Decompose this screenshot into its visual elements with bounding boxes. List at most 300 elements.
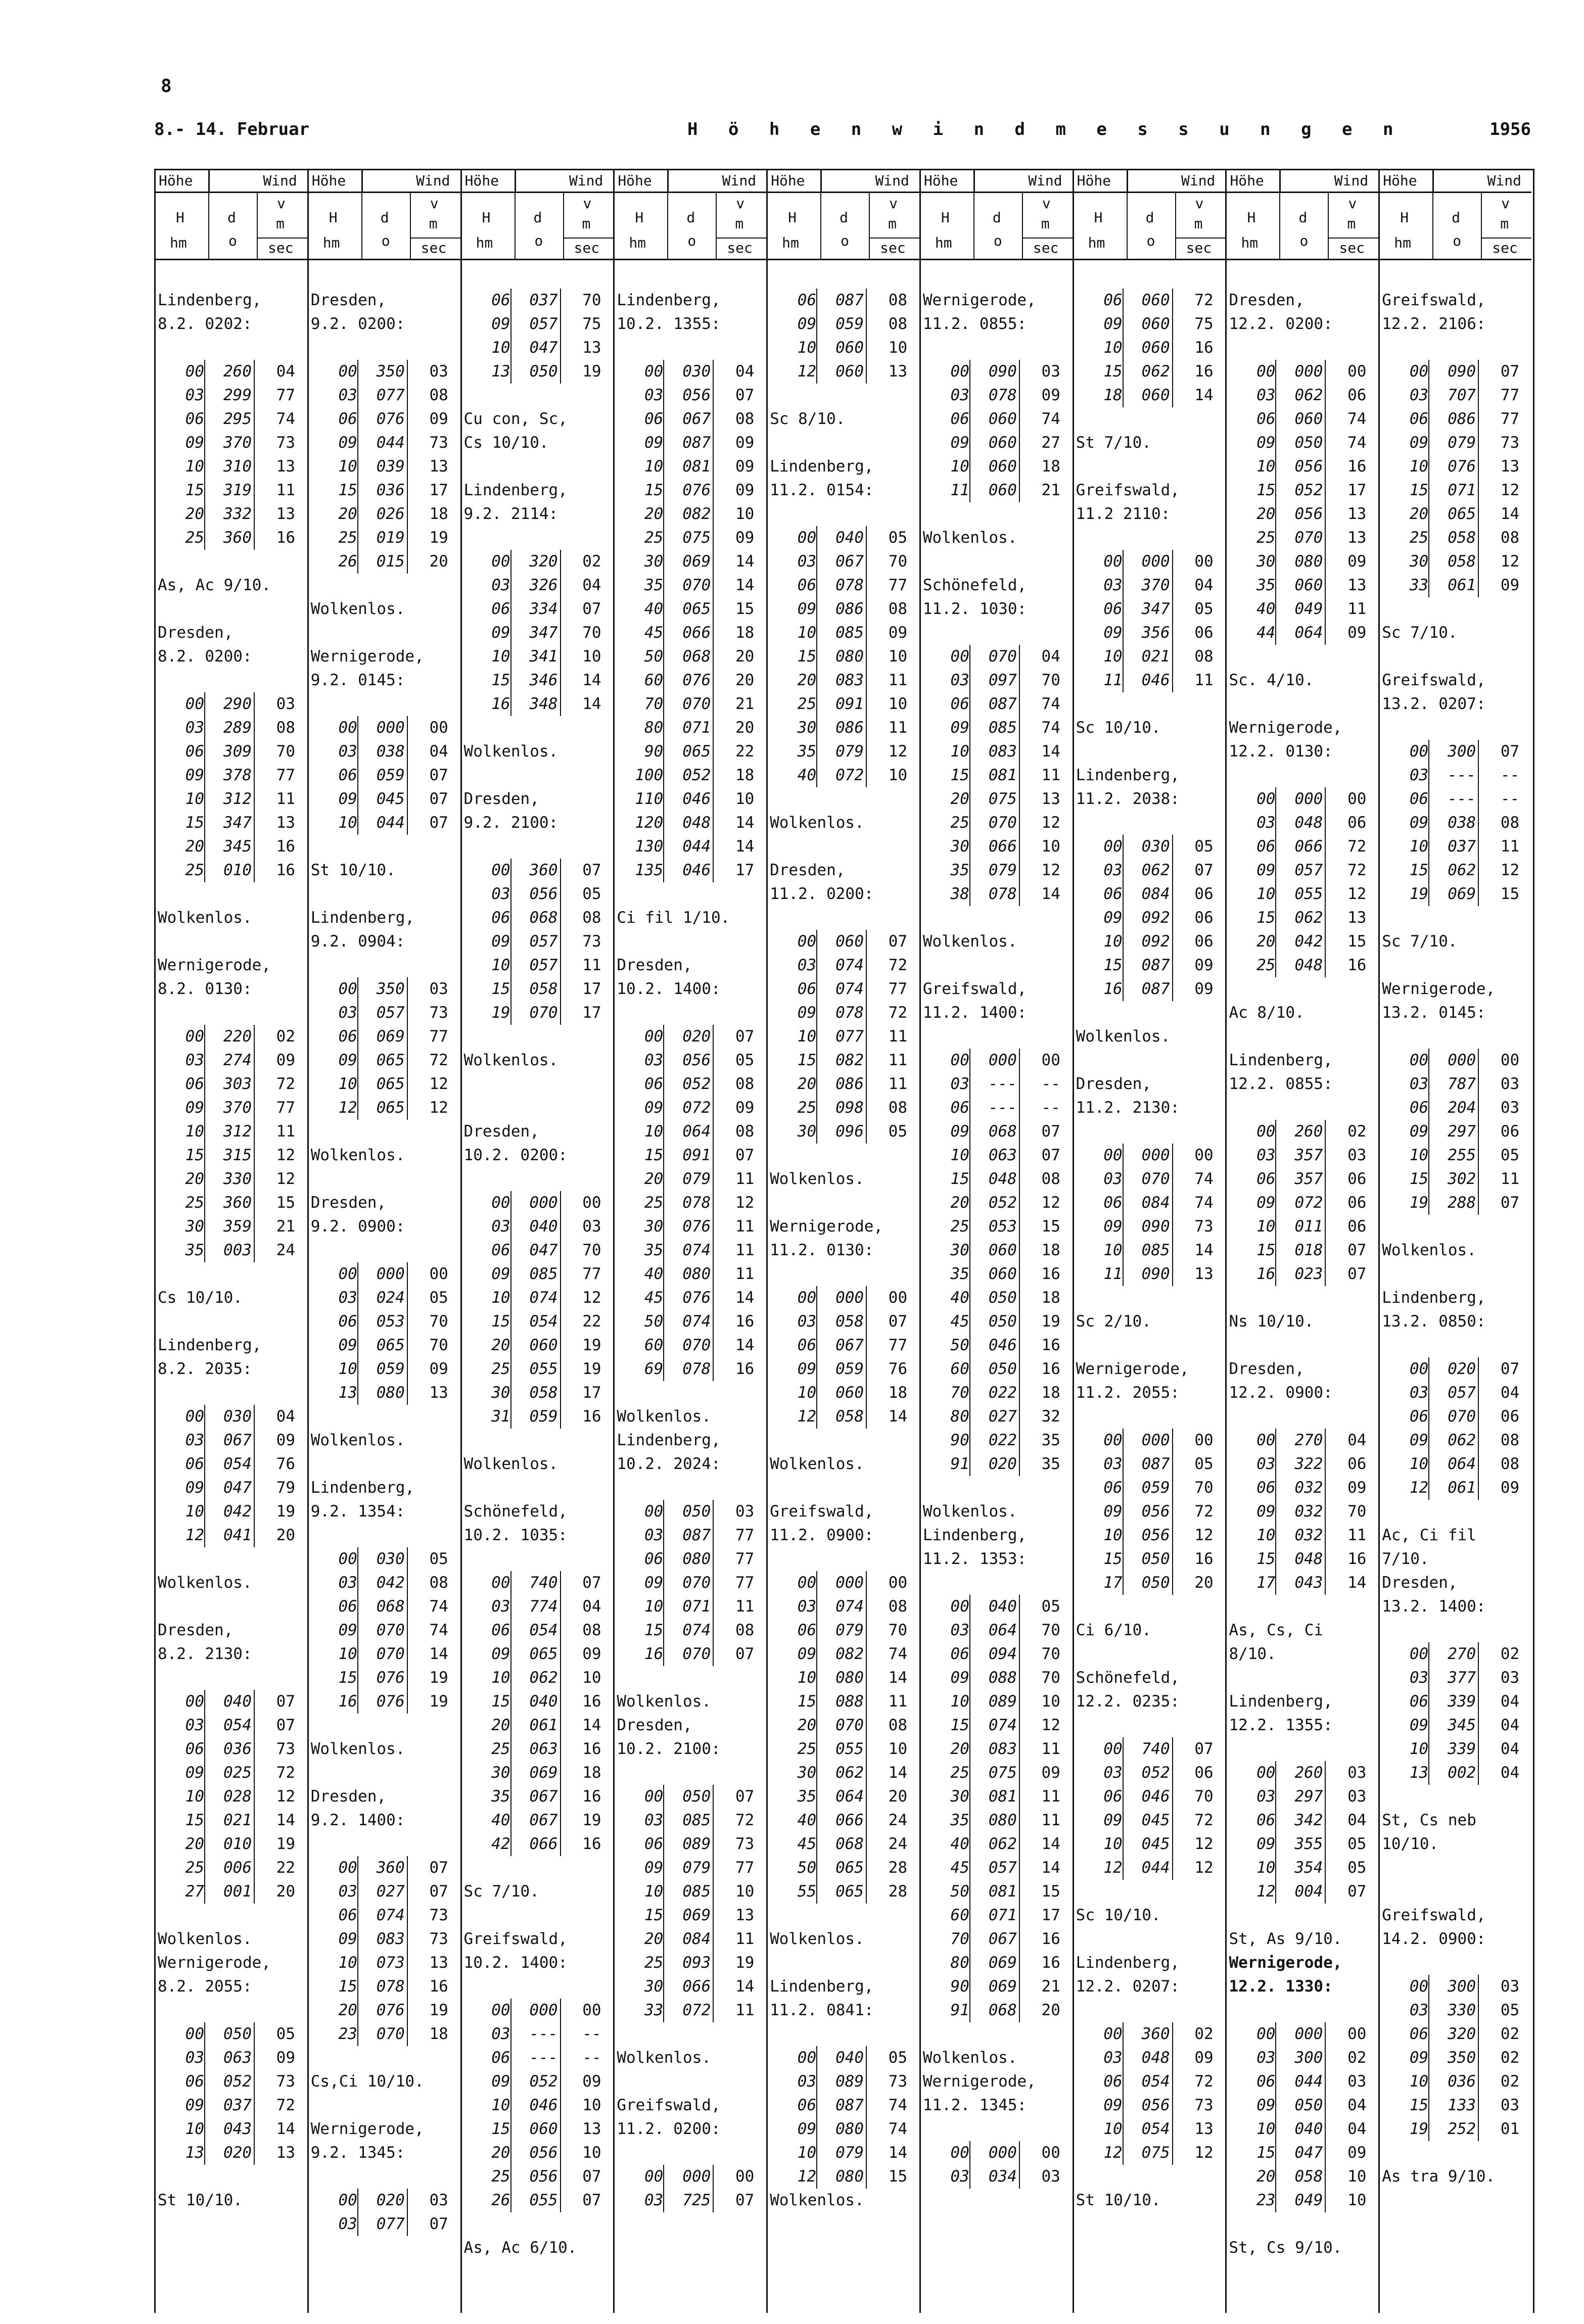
speed-value: 14 [276,2120,295,2138]
direction-value: 059 [1123,1476,1173,1500]
speed-value: 09 [276,1051,295,1069]
direction-value: 027 [357,1880,408,1904]
height-value: 91 [950,2001,969,2019]
direction-value: 081 [969,764,1020,787]
direction-value: 063 [969,1144,1020,1167]
direction-value: 091 [663,1144,714,1167]
direction-value: 056 [510,2141,561,2165]
direction-value: 069 [357,1025,408,1049]
height-value: 06 [797,291,817,309]
speed-value: 12 [1500,552,1520,571]
speed-value: 14 [888,1669,908,1687]
speed-value: 03 [1500,1075,1520,1093]
direction-value: 080 [816,2165,867,2189]
station-text: 10.2. 1355: [617,315,721,333]
speed-value: 09 [888,624,908,642]
speed-value: 11 [1194,671,1214,689]
direction-value: 021 [1123,645,1173,669]
height-value: 10 [797,339,817,357]
measurement-row [921,882,1073,906]
measurement-row [1380,2094,1531,2117]
measurement-row [615,669,766,692]
spacer [156,1999,307,2022]
speed-value: 22 [582,1312,601,1331]
spacer [1074,740,1226,764]
station-text: Wolkenlos. [310,1146,405,1164]
height-value: 25 [644,529,664,547]
station-text: 11.2. 2130: [1076,1099,1180,1117]
direction-value: 078 [663,1191,714,1215]
direction-value: 077 [357,2212,408,2236]
speed-value: 07 [735,386,755,404]
measurement-row [1074,2141,1226,2165]
measurement-row [768,336,919,360]
height-value: 10 [491,956,510,974]
direction-value: --- [1428,764,1479,787]
measurement-row [1074,930,1226,954]
speed-value: 04 [1500,1740,1520,1758]
measurement-row [1380,455,1531,479]
station-text: 9.2. 2114: [463,505,558,523]
height-value: 10 [1409,457,1429,476]
speed-value: 08 [582,1621,601,1639]
speed-value: 16 [429,1977,448,1996]
measurement-row [921,1690,1073,1714]
measurement-row [1380,360,1531,384]
measurement-row [615,407,766,431]
speed-value: 09 [1194,2049,1214,2067]
header-divider [515,170,516,192]
station-text: 10/10. [1382,1835,1439,1853]
height-value: 15 [644,481,664,499]
direction-value: 040 [816,2046,867,2070]
speed-value: 72 [1347,837,1367,856]
direction-value: 070 [357,2022,408,2046]
measurement-row [615,502,766,526]
height-value: 15 [491,2120,510,2138]
spacer [1227,2212,1378,2236]
direction-value: 090 [969,360,1020,384]
height-value: 40 [644,1265,664,1283]
direction-symbol: d [686,209,695,226]
direction-value: 075 [1123,2141,1173,2165]
speed-value: 13 [888,362,908,381]
direction-value: 080 [969,1809,1020,1832]
measurement-row [462,1262,614,1286]
spacer [1227,1025,1378,1049]
measurement-row [1227,550,1378,574]
speed-value: 02 [1500,2049,1520,2067]
measurement-row [768,1737,919,1761]
direction-value: 062 [969,1832,1020,1856]
speed-value: 09 [1041,386,1060,404]
height-value: 10 [797,2144,817,2162]
measurement-row [1227,1191,1378,1215]
speed-value: 11 [582,956,601,974]
spacer [1227,1999,1378,2022]
direction-value: 020 [1428,1357,1479,1381]
height-value: 40 [950,1289,969,1307]
direction-value: 060 [1275,407,1326,431]
measurement-row [1074,360,1226,384]
height-value: 25 [797,1740,817,1758]
speed-value: 07 [582,2191,601,2209]
direction-value: 036 [204,1737,255,1761]
measurement-row [156,2117,307,2141]
direction-value: 067 [510,1785,561,1809]
direction-value: 347 [204,811,255,835]
height-value: 00 [644,362,664,381]
measurement-row [1074,1500,1226,1524]
height-value: 100 [635,766,664,784]
height-value: 06 [185,1455,204,1473]
measurement-row [462,669,614,692]
speed-value: 10 [888,1740,908,1758]
station-text: 8.2. 2130: [158,1645,252,1663]
speed-value: 04 [1194,576,1214,594]
speed-value: 03 [1347,1146,1367,1164]
height-value: 03 [1103,1455,1123,1473]
speed-value: 16 [1041,1930,1060,1948]
direction-value: 053 [969,1215,1020,1239]
direction-value: 076 [663,1286,714,1310]
direction-value: 020 [357,2189,408,2212]
height-value: 13 [338,1384,357,1402]
direction-value: 048 [1275,1547,1326,1571]
station-text: As, Ac 6/10. [463,2239,577,2257]
speed-value: 16 [582,1692,601,1711]
speed-value: 10 [735,505,755,523]
speed-value: 08 [735,1122,755,1141]
measurement-row [156,2070,307,2094]
spacer [462,1025,614,1049]
speed-value: 11 [1041,1787,1060,1806]
speed-value: -- [1500,790,1520,808]
direction-value: --- [510,2046,561,2070]
height-value: 00 [1256,2025,1276,2043]
speed-value: 73 [735,1835,755,1853]
direction-value: 076 [1428,455,1479,479]
height-value: 06 [1409,2025,1429,2043]
measurement-row [462,1832,614,1856]
height-value: 26 [491,2191,510,2209]
speed-unit-m: m [1500,215,1509,232]
direction-value: 093 [663,1951,714,1975]
speed-value: 35 [1041,1431,1060,1449]
station-text: 7/10. [1382,1550,1429,1568]
height-value: 00 [644,2167,664,2186]
wind-label: Wind [875,172,909,189]
speed-value: 77 [276,1099,295,1117]
station-text: Wolkenlos. [770,1455,864,1473]
spacer [1227,1595,1378,1619]
measurement-row [921,1880,1073,1904]
height-value: 09 [338,434,357,452]
direction-value: 000 [510,1999,561,2022]
speed-value: 14 [1041,1835,1060,1853]
column-body [921,260,1073,2189]
direction-value: 048 [1123,2046,1173,2070]
measurement-row [921,1429,1073,1452]
speed-value: 06 [1194,624,1214,642]
spacer [615,1476,766,1500]
spacer [921,1476,1073,1500]
height-value: 10 [1103,1241,1123,1259]
speed-value: 74 [429,1597,448,1616]
height-value: 20 [338,2001,357,2019]
direction-value: 370 [204,1096,255,1120]
height-value: 06 [1256,410,1276,428]
measurement-row [1227,431,1378,455]
station-column [309,170,462,2313]
hohe-label: Höhe [464,172,499,189]
height-value: 55 [797,1882,817,1901]
direction-value: 022 [969,1429,1020,1452]
spacer [768,835,919,859]
measurement-row [1227,2094,1378,2117]
height-value: 03 [338,742,357,761]
height-value: 09 [1103,1811,1123,1829]
height-value: 20 [1256,505,1276,523]
height-value: 44 [1256,624,1276,642]
speed-value: 74 [276,410,295,428]
measurement-row [921,1619,1073,1642]
spacer [1380,1619,1531,1642]
spacer [309,882,460,906]
direction-value: 015 [357,550,408,574]
speed-unit-m: m [276,215,285,232]
direction-value: 066 [510,1832,561,1856]
height-value: 06 [1409,1099,1429,1117]
direction-value: 044 [357,431,408,455]
measurement-row [1074,1856,1226,1880]
direction-value: 097 [969,669,1020,692]
direction-value: 094 [969,1642,1020,1666]
speed-symbol: v [736,195,745,212]
measurement-row [1227,2022,1378,2046]
station-text: Wolkenlos. [310,1431,405,1449]
direction-value: 060 [969,431,1020,455]
speed-value: 74 [1194,1194,1214,1212]
spacer [615,2141,766,2165]
station-text: 14.2. 0900: [1382,1930,1486,1948]
station-text: Greifswald, [1382,671,1486,689]
speed-value: 13 [276,814,295,832]
measurement-row [156,1737,307,1761]
height-value: 110 [635,790,664,808]
height-value: 20 [1409,505,1429,523]
direction-value: 334 [510,597,561,621]
direction-value: 026 [357,502,408,526]
direction-value: 082 [816,1642,867,1666]
measurement-row [156,1144,307,1167]
station-column [768,170,921,2313]
speed-value: 05 [276,2025,295,2043]
header-divider [1279,193,1280,259]
speed-value: 04 [582,576,601,594]
speed-value: 72 [1347,861,1367,879]
direction-value: 039 [357,455,408,479]
measurement-row [462,692,614,716]
spacer [309,1167,460,1191]
direction-value: 068 [969,1999,1020,2022]
height-value: 13 [1409,1764,1429,1782]
speed-value: 10 [582,2096,601,2114]
height-value: 06 [644,1835,664,1853]
direction-value: 050 [1123,1571,1173,1595]
measurement-row [156,1096,307,1120]
measurement-row [462,2022,614,2046]
wind-label: Wind [1181,172,1216,189]
height-value: 09 [338,790,357,808]
direction-value: 002 [1428,1761,1479,1785]
hohe-label: Höhe [1077,172,1111,189]
speed-value: 08 [735,410,755,428]
column-body [1380,260,1531,2189]
height-value: 00 [185,362,204,381]
speed-value: 07 [1500,362,1520,381]
speed-value: 18 [429,2025,448,2043]
height-value: 25 [797,1099,817,1117]
height-value: 18 [1103,386,1123,404]
direction-value: 312 [204,787,255,811]
height-unit: hm [1394,234,1411,251]
height-value: 10 [1409,1455,1429,1473]
speed-value: 28 [888,1859,908,1877]
measurement-row [1074,1547,1226,1571]
station-text: Wolkenlos. [617,1407,711,1426]
measurement-row [921,835,1073,859]
height-value: 00 [950,362,969,381]
measurement-row [156,1880,307,1904]
measurement-row [1074,2022,1226,2046]
direction-value: 087 [1123,1452,1173,1476]
direction-value: 088 [816,1690,867,1714]
measurement-row [309,502,460,526]
height-value: 19 [491,1004,510,1022]
speed-value: 07 [1347,1265,1367,1283]
measurement-row [1380,740,1531,764]
speed-value: 73 [429,1906,448,1924]
height-value: 00 [338,980,357,998]
station-text: Ns 10/10. [1229,1312,1314,1331]
direction-value: 084 [1123,882,1173,906]
direction-value: 001 [204,1880,255,1904]
direction-value: 032 [1275,1500,1326,1524]
speed-value: 77 [735,1859,755,1877]
speed-value: 19 [582,1811,601,1829]
height-value: 15 [644,1146,664,1164]
station-text: Lindenberg, [1382,1289,1486,1307]
speed-value: 07 [582,1574,601,1592]
direction-value: 074 [816,1595,867,1619]
height-value: 03 [950,2167,969,2186]
measurement-row [1227,574,1378,597]
measurement-row [1227,835,1378,859]
spacer [768,1429,919,1452]
station-text: Greifswald, [617,2096,721,2114]
station-text: St, Cs neb [1382,1811,1476,1829]
direction-value: 040 [510,1690,561,1714]
station-text: Dresden, [463,1122,539,1141]
station-column [1380,170,1531,2313]
direction-value: 050 [510,360,561,384]
measurement-row [309,811,460,835]
direction-value: 063 [510,1737,561,1761]
speed-value: -- [582,2049,601,2067]
direction-value: 069 [969,1951,1020,1975]
direction-value: 787 [1428,1072,1479,1096]
speed-value: 14 [429,1645,448,1663]
height-value: 16 [1103,980,1123,998]
height-value: 09 [644,1099,664,1117]
speed-value: 04 [1347,2120,1367,2138]
speed-value: 77 [735,1526,755,1544]
direction-value: 356 [1123,621,1173,645]
speed-value: 14 [735,814,755,832]
speed-value: 20 [276,1526,295,1544]
speed-value: 06 [1194,885,1214,903]
direction-value: 076 [663,669,714,692]
measurement-row [462,1239,614,1262]
speed-value: 05 [1194,1455,1214,1473]
measurement-row [1380,1381,1531,1405]
measurement-row [1380,502,1531,526]
direction-value: 021 [204,1809,255,1832]
measurement-row [1074,1239,1226,1262]
direction-symbol: d [227,209,236,226]
station-text: 12.2. 0207: [1076,1977,1180,1996]
height-value: 00 [491,1194,510,1212]
measurement-row [309,384,460,407]
direction-value: 055 [510,2189,561,2212]
speed-value: 16 [276,529,295,547]
height-value: 10 [1409,837,1429,856]
height-value: 35 [950,1811,969,1829]
height-value: 40 [491,1811,510,1829]
height-value: 26 [338,552,357,571]
measurement-row [309,716,460,740]
measurement-row [156,1120,307,1144]
direction-value: 072 [816,764,867,787]
height-value: 10 [491,1669,510,1687]
direction-value: 740 [1123,1737,1173,1761]
height-value: 03 [1409,766,1429,784]
height-value: 06 [185,1740,204,1758]
direction-value: 085 [663,1880,714,1904]
speed-value: 13 [429,1954,448,1972]
station-text: St, As 9/10. [1229,1930,1342,1948]
speed-unit-m: m [1041,215,1050,232]
measurement-row [1380,1761,1531,1785]
speed-value: 73 [582,932,601,951]
spacer [768,1262,919,1286]
station-text: Dresden, [617,1716,692,1734]
measurement-row [615,1262,766,1286]
measurement-row [462,645,614,669]
speed-value: 04 [1500,1692,1520,1711]
direction-value: 078 [969,882,1020,906]
speed-value: 28 [888,1882,908,1901]
station-text: 8.2. 0130: [158,980,252,998]
direction-value: 079 [663,1167,714,1191]
speed-value: 10 [888,339,908,357]
direction-value: 070 [510,1001,561,1025]
direction-value: 084 [663,1927,714,1951]
direction-value: --- [969,1072,1020,1096]
measurement-row [462,2189,614,2212]
spacer [1380,906,1531,930]
